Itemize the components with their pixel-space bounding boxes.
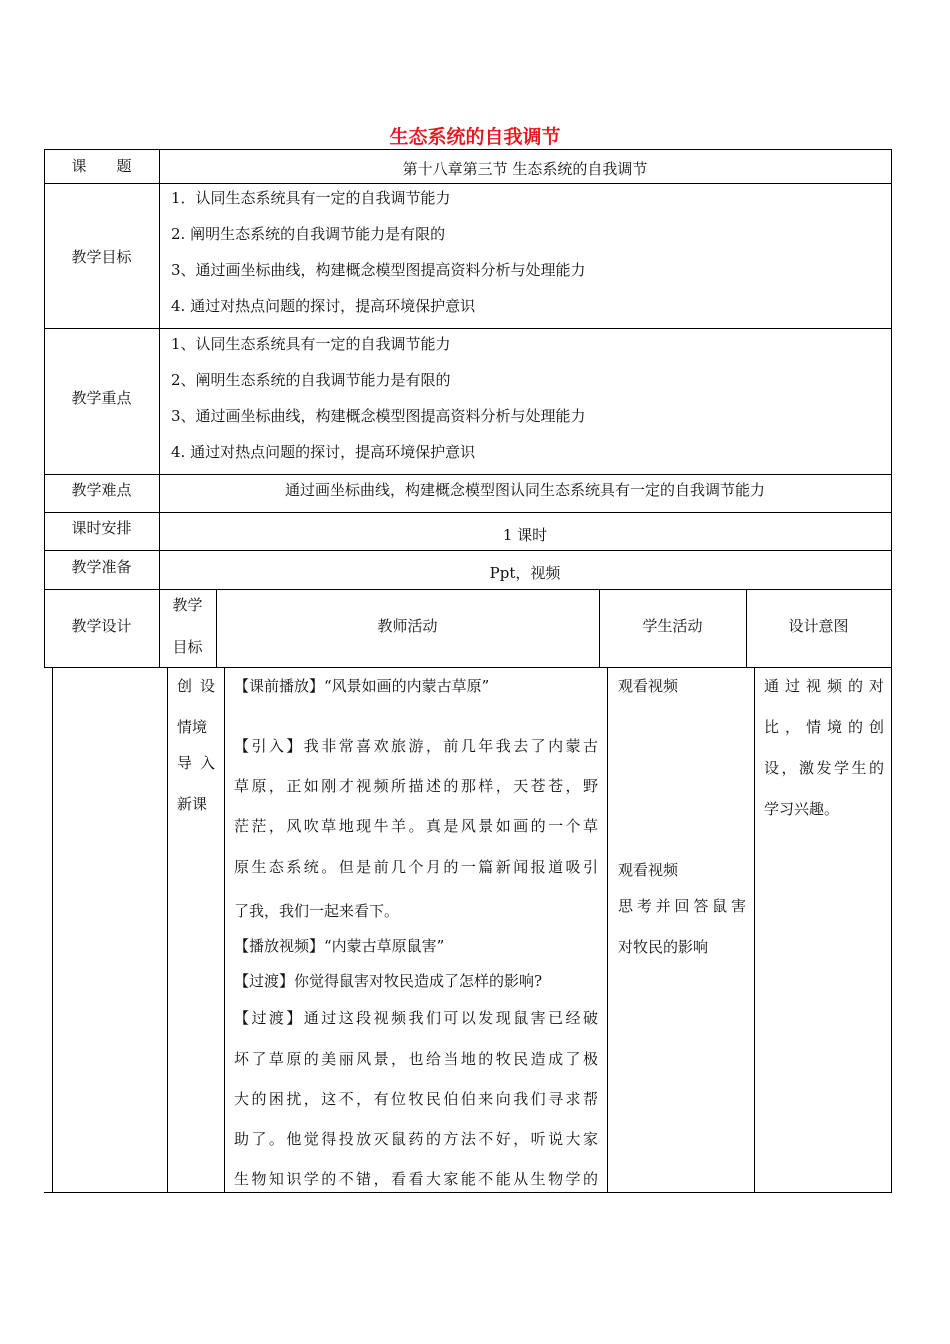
teacher-line: 【播放视频】“内蒙古草原鼠害” — [234, 937, 445, 955]
design-intent-header: 设计意图 — [788, 617, 849, 635]
difficulty-label: 教学难点 — [71, 481, 132, 499]
student-line: 对牧民的影响 — [618, 938, 709, 956]
student-activity-header: 学生活动 — [642, 617, 703, 635]
topic-value: 第十八章第三节 生态系统的自我调节 — [402, 160, 648, 178]
teacher-line: 原生态系统。但是前几个月的一篇新闻报道吸引 — [234, 858, 598, 876]
goal-item: 4. 通过对热点问题的探讨，提高环境保护意识 — [171, 297, 476, 315]
goal-header-line2: 目标 — [172, 638, 203, 656]
design-label: 教学设计 — [71, 617, 132, 635]
teacher-line: 助了。他觉得投放灭鼠药的方法不好，听说大家 — [234, 1130, 598, 1148]
stage-label: 新课 — [177, 795, 208, 813]
stage-label: 创设 — [177, 677, 215, 695]
preparation-label: 教学准备 — [71, 558, 132, 576]
teacher-line: 了我，我们一起来看下。 — [234, 902, 400, 920]
teacher-line: 坏了草原的美丽风景，也给当地的牧民造成了极 — [234, 1050, 598, 1068]
difficulty-value: 通过画坐标曲线，构建概念模型图认同生态系统具有一定的自我调节能力 — [284, 481, 765, 499]
teacher-line: 【课前播放】“风景如画的内蒙古草原” — [234, 677, 490, 695]
stage-label: 情境 — [177, 718, 208, 736]
goal-item: 1．认同生态系统具有一定的自我调节能力 — [171, 189, 451, 207]
goal-item: 3、通过画坐标曲线，构建概念模型图提高资料分析与处理能力 — [171, 261, 586, 279]
intent-line: 学习兴趣。 — [764, 800, 840, 818]
teacher-line: 【过渡】你觉得鼠害对牧民造成了怎样的影响? — [234, 972, 543, 990]
key-point-item: 4. 通过对热点问题的探讨，提高环境保护意识 — [171, 443, 476, 461]
student-line: 观看视频 — [618, 861, 679, 879]
teacher-line: 茫茫，风吹草地现牛羊。真是风景如画的一个草 — [234, 817, 598, 835]
teacher-activity-header: 教师活动 — [377, 617, 438, 635]
key-points-label: 教学重点 — [71, 389, 132, 407]
student-line: 观看视频 — [618, 677, 679, 695]
goals-label: 教学目标 — [71, 248, 132, 266]
key-point-item: 3、通过画坐标曲线，构建概念模型图提高资料分析与处理能力 — [171, 407, 586, 425]
key-point-item: 2、阐明生态系统的自我调节能力是有限的 — [171, 371, 451, 389]
schedule-label: 课时安排 — [71, 519, 132, 537]
page-title: 生态系统的自我调节 — [389, 126, 561, 148]
teacher-line: 生物知识学的不错，看看大家能不能从生物学的 — [234, 1170, 598, 1188]
teacher-line: 大的困扰，这不，有位牧民伯伯来向我们寻求帮 — [234, 1090, 598, 1108]
student-line: 思考并回答鼠害 — [618, 897, 746, 915]
goal-header-line1: 教学 — [172, 596, 203, 614]
teacher-line: 草原，正如刚才视频所描述的那样，天苍苍，野 — [234, 777, 598, 795]
teacher-line: 【引入】我非常喜欢旅游，前几年我去了内蒙古 — [234, 737, 598, 755]
key-point-item: 1、认同生态系统具有一定的自我调节能力 — [171, 335, 451, 353]
intent-line: 比，情境的创 — [764, 718, 884, 736]
preparation-value: Ppt，视频 — [489, 564, 561, 582]
stage-label: 导入 — [177, 754, 215, 772]
intent-line: 设，激发学生的 — [764, 759, 884, 777]
goal-item: 2. 阐明生态系统的自我调节能力是有限的 — [171, 225, 446, 243]
intent-line: 通过视频的对 — [764, 677, 884, 695]
topic-label: 课 题 — [71, 157, 132, 175]
schedule-value: 1 课时 — [502, 526, 548, 544]
teacher-line: 【过渡】通过这段视频我们可以发现鼠害已经破 — [234, 1009, 598, 1027]
